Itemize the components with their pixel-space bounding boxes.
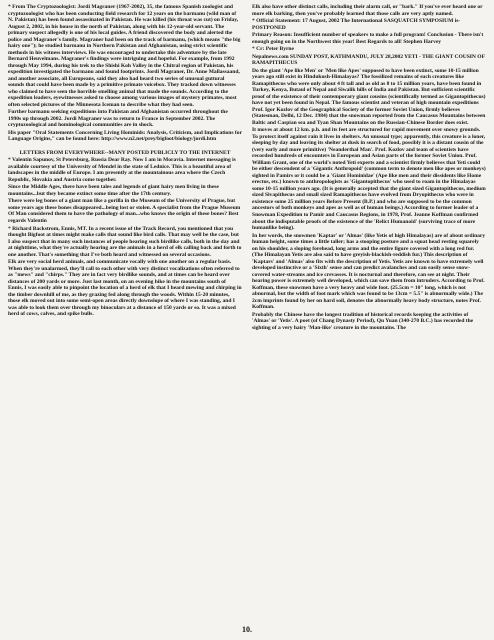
paragraph: Probably the Chinese have the longest tradition of historical records keeping the activities of 'Almas' or 'Yetis'. A poet (of Chang Dynasty Period), Qu Yuan (340-270 B.C.) has recorded the sighting of a very hairy 'Man-like' creature in the mountains. The: [252, 311, 474, 331]
paragraph: * From The Cryptozoologist: Jordi Magraner (1967-2002), 35, the famous Spanish zoologist and cryptozoologist who has been conducting field research for 12 years on the barmanu (wild man of N. Pakistan) has been found assassinated in Pakistan. He was killed (his throat was cut) on Friday, August 2, 2002, in his house in the north of Pakistan, along with his 12-year-old servant. The primary suspect allegedly is one of his local guides. A friend discovered the body and alerted the police and Magraner's family. Magraner had been on the track of barmanu, (which means "the big hairy one"); he studied barmanu in Northern Pakistan and Afghanistan, using strict scientific methods in his witness interviews. He was encouraged to undertake this adventure by the late Bernard Heuvelmans. Magraner's findings were intriguing and hopeful. For example, from 1992 through May 1994, during his trek to the Shishi Koh Valley in the Chitral region of Pakistan, his expedition investigated the barmanu and found footprints. Jordi Magraner, Dr. Anne Mallassaand, and another associate, all Europeans, said they also had heard two series of unusual guttural sounds that could have been made by a primitive primate voicebox. They tracked down witnesses who claimed to have seen the horrible smelling animal that made the sounds. According to the expedition leaders, eyewitnesses asked to choose among various images of mystery primates, most often selected pictures of the Minnesota Iceman to describe what they had seen.: [8, 4, 241, 108]
left-column: [8, 4, 242, 622]
right-column: [252, 4, 486, 622]
paragraph: In her words, the snowmen 'Kaptar' or 'Almas' (like Yetis of high Himalayas) are of about ordinary human height, some times a little taller; has a stooping posture and a squat head resting squarely on his shoulder, a sloping forehead, long arms and the entire figure covered with a long red fur. (The Himalayan Yetis are also said to have greyish-blackish-reddish fur.) This description of 'Kaptars' and 'Almas' also fits with the description of Yetis. Yetis are known to have extremely well developed instinctive or a 'Sixth' sense and can predict avalanches and can easily sense snow-covered water-streams and ice crevasses. It is nocturnal and therefore, can see at night. Their hearing power is extremely well developed, which can save them from intruders. According to Prof. Koffman, these snowmen have a very heavy and wide foot. (25.5cm = 10" long, which is not abnormal, but the width of foot mark which was found to be 13cm = 5.5" is abnormally wide.) The 2cm imprints found by her on hard soil, denotes the abnormally heavy body structure, notes Prof. Koffman.: [252, 232, 486, 311]
paragraph: * Valentin Sapunov, St Petersburg, Russia Dear Ray. Now I am in Moravia. Internet messaging is available courtesy of the University of Mendel in the state of Lednice. This is a beautiful area of landscapes in the middle of Europe. I am presently at the mountainous area where the Czech Republic, Slovakia and Austria come together.: [8, 157, 236, 183]
paragraph: Primary Reason: Insufficient number of speakers to make a full program! Conclusion - There isn't enough going on in the Northwest this year! Best Regards to all! Stephen Harvey: [252, 32, 484, 45]
page-number: 10.: [242, 625, 252, 634]
paragraph: * Official Statement: 17 August, 2002 The International SASQUATCH SYMPOSIUM is- POSTPONED: [252, 18, 461, 31]
section-heading: LETTERS FROM EVERYWHERE--MANY POSTED PUBLICLY TO THE INTERNET: [19, 149, 231, 156]
paragraph: Nepalnews.com SUNDAY POST, KATHMANDU, JULY 28,2002 YETI - THE GIANT COUSIN OF RAMAPITHECUS: [252, 53, 485, 67]
paragraph: Further barmanu seeking expeditions into Pakistan and Afghanistan occurred throughout the 1990s up through 2002. Jordi Magraner was to return to France in September 2002. The cryptozoological and hominological communities are in shock.: [8, 109, 228, 129]
paragraph: There were leg bones of a giant man like a gorilla in the Museum of the University of Prague, but some years ago these bones disappeared...being lost or stolen. A specialist from the Prague Museum Of Man considered them to have the pathology of man...who knows the origin of these bones? Best regards Valentin: [8, 198, 241, 224]
paragraph: Elk also have other distinct calls, including their alarm call, or "bark." If you've ever heard one or more elk barking, then you've probably learned that those calls are very aptly named.: [252, 4, 483, 17]
paragraph: His paper "Oral Statements Concerning Living Hominids: Analysis, Criticism, and Implications for Language Origins," can be found here: http://www.n2.net/prey/bigfoot/biology/jordi.htm: [8, 129, 242, 143]
paragraph: * Cr: Peter Byrne: [252, 46, 294, 53]
paragraph: Do the giant 'Ape like Men' or 'Men like Apes' supposed to have been extinct, some 10-15 million years ago still exist in Hindukush-Himalayas? The fossilized remains of such creatures like Ramapithecus who were only about 4 ft tall and as old as 8 to 15 million years, have been found in Turkey, Kenya, Butaul of Nepal and Siwalik hills of India and Pakistan. But sufficient scientific proof of the existence of their contemporary giant cousins (scientifically termed as Gigantopithecus) have not yet been found in Nepal. The famous scientist and veteran of high mountain expeditions Prof. Igor Kozlov of the Geographical Society of the former Soviet Union, firmly believes (Statesman, Delhi, 12 Dec. 1984) that the snowman reported from the Caucasus Mountains between Baltic and Caspian sea and Tyan Shan Mountains on the Russian-Chinese Border does exist.: [252, 67, 486, 126]
paragraph: Elk are very social herd animals, and communicate vocally with one another on a regular basis. When they're unalarmed, they'll call to each other with very distinct vocalizations often referred to as "mews" and "chirps." They are in fact very birdlike sounds, and at times can be heard over distances of 200 yards or more. Just last month, on an evening hike in the mountains south of Ennis, I was easily able to pinpoint the location of a herd of elk that I heard mewing and chirping in the timber downhill of me, as they grazing fed along through the woods. Within 15-20 minutes, those elk moved out into some semi-open areas directly downslope of where I was standing, and I was able to look them over through my binoculars at a distance of 150 yards or so. It was a mixed herd of cows, calves, and spike bulls.: [8, 259, 242, 318]
paragraph: It moves at about 12 km. p.h. and its feet are structured for rapid movement over snowy grounds. To protect itself against rain it lives in shelters. An unusual type; apparently, this creature is a loner, sleeping by day and leaving its shelter at dusk in search of food, possibly it is a distant cousin of the (very early and more primitive) 'Neanderthal Man'. Prof. Kozlov and team of scientists have recorded hundreds of encounters in European and Asian parts of the former Soviet Union. Prof. William Grant, one of the world's noted Yeti experts and a scientist firmly believes that Yeti could be either descendent of a 'Gigantic Anthropoid' (common term to denote men like apes or monkeys) sighted in Pamirs or it could be a 'Giant Hominidae' (Ape like men and their dissidents like Home erectus, etc.) known to anthropologists as 'Gigantopithecus' who used to roam in the Himalayas some 10-15 million years ago. (It is generally accepted that the giant sized Gigantopithecus, medium sized Sivapithecus and small sized Ramapithecus have evolved from Dryopithecus who were in existence some 25 million years Before Present (B.P.) and who are supposed to be the common ancestors of both monkeys and apes as well as of human beings.) According to former leader of a Snowman Expedition to Pamir and Caucasus Regions, in 1978, Prof. Jeanne Koffman confirmed about the indisputable proofs of the existence of the 'Relict Humanoid' (surviving trace of more humanlike being).: [252, 127, 486, 232]
paragraph: * Richard Backstrom, Ennis, MT. In a recent issue of the Track Record, you mentioned that you thought Bigfoot at times might make calls that sound like bird calls. That may well be the case, but I also suspect that in many such instances of people hearing such birdlike calls, both in the day and at nighttime, what they're actually hearing are the animals in a herd of elk calling back and forth to one another. That's something that I've both heard and witnessed on several occasions.: [8, 225, 242, 258]
paragraph: Since the Middle Ages, there have been tales and legends of giant hairy men living in these mountains...but they became extinct some time after the 17th century.: [8, 184, 219, 197]
spacer: [8, 144, 242, 147]
article-columns: [8, 4, 486, 622]
